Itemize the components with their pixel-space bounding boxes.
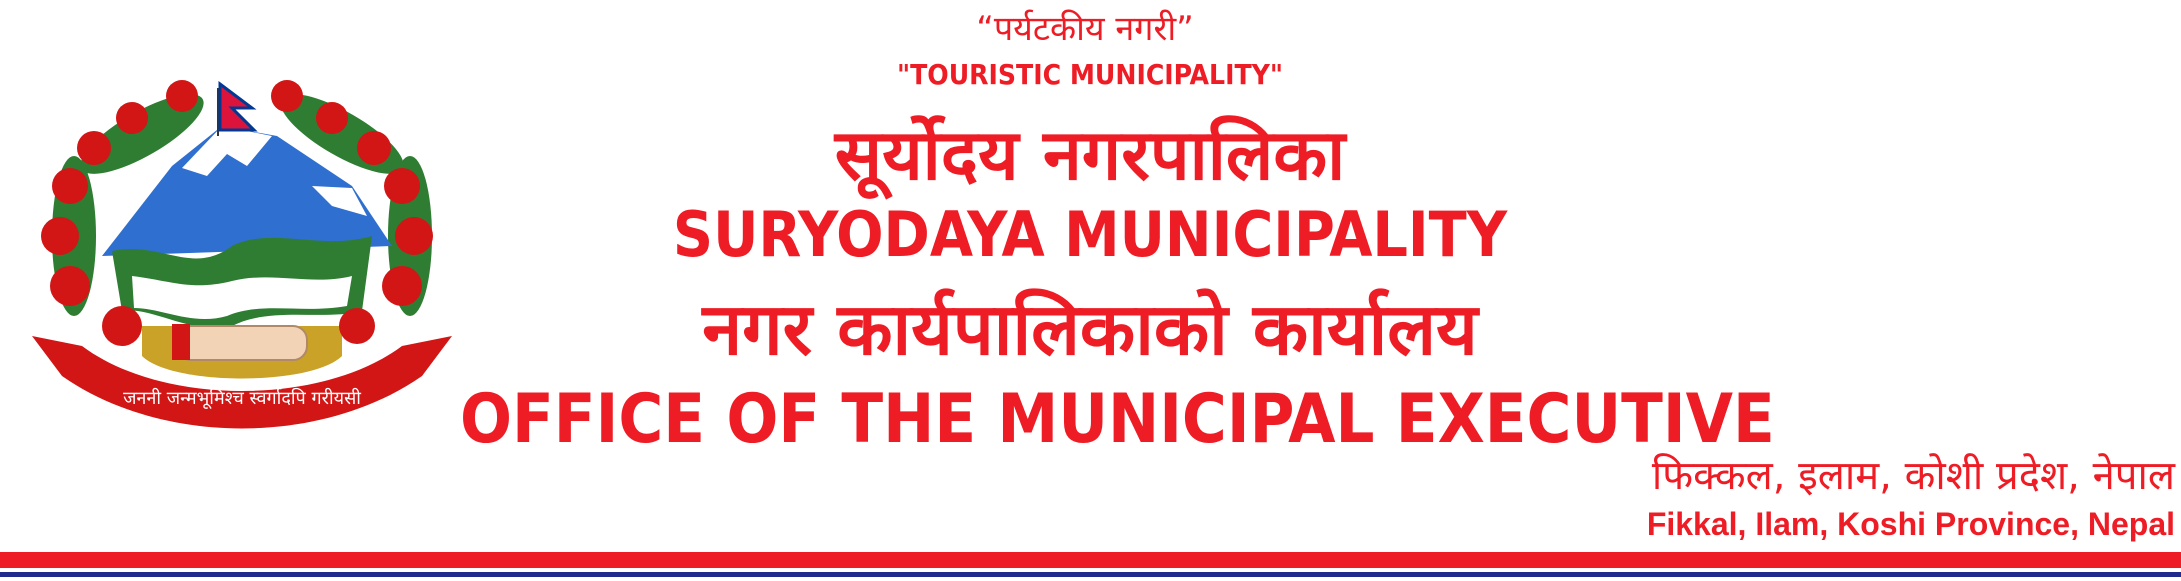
divider-blue [0, 572, 2181, 577]
handshake-icon [172, 324, 307, 360]
address-nepali: फिक्कल, इलाम, कोशी प्रदेश, नेपाल [1651, 453, 2175, 499]
municipality-name-nepali: सूर्योदय नगरपालिका [834, 114, 1346, 196]
office-name-nepali: नगर कार्यपालिकाको कार्यालय [702, 287, 1478, 371]
tagline-english: "TOURISTIC MUNICIPALITY" [896, 58, 1284, 91]
municipality-name-english: SURYODAYA MUNICIPALITY [672, 198, 1508, 271]
address-english: Fikkal, Ilam, Koshi Province, Nepal [1646, 506, 2175, 542]
nepal-emblem-icon [22, 76, 462, 436]
office-name-english: OFFICE OF THE MUNICIPAL EXECUTIVE [460, 380, 1775, 459]
tagline-nepali: “पर्यटकीय नगरी” [976, 9, 1194, 49]
nepal-flag-icon [218, 84, 254, 136]
divider-red [0, 552, 2181, 568]
emblem-motto: जननी जन्मभूमिश्च स्वर्गादपि गरीयसी [123, 388, 361, 409]
